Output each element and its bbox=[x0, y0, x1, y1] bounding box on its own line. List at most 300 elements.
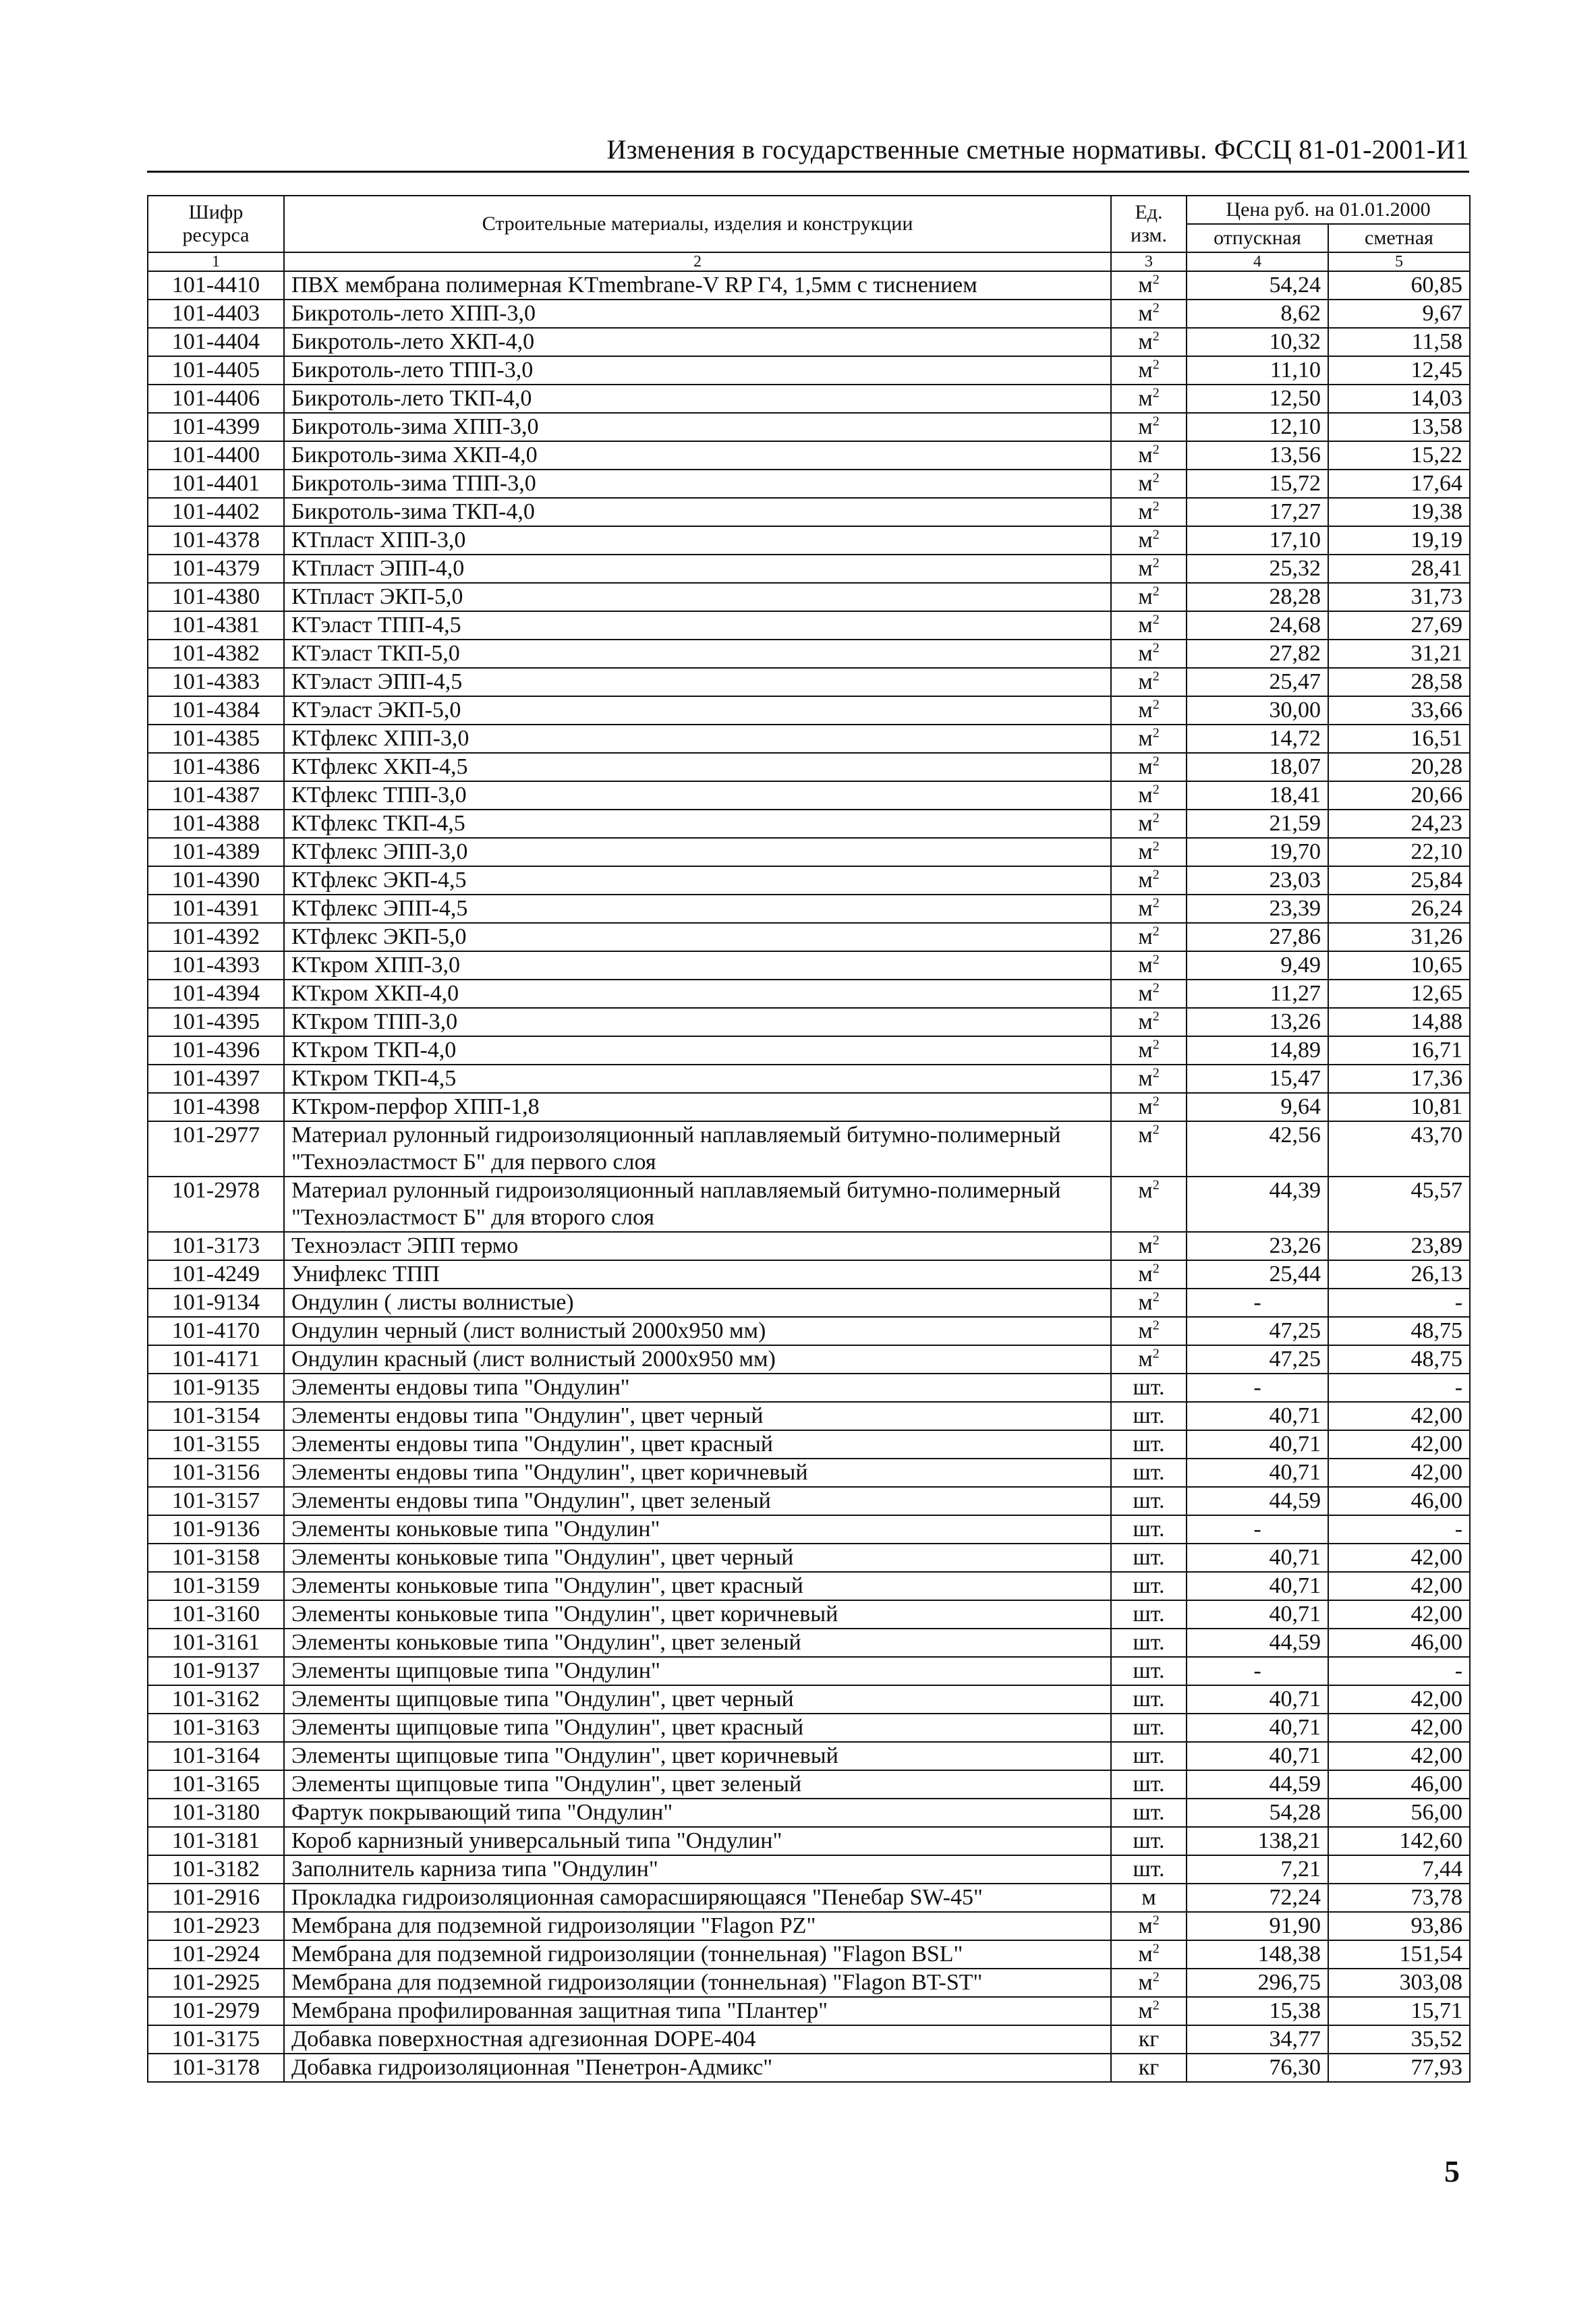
table-row bbox=[148, 1459, 1470, 1487]
release-price-cell: 47,25 bbox=[1187, 1345, 1328, 1374]
unit-cell bbox=[1111, 356, 1187, 385]
release-price-cell: 15,47 bbox=[1187, 1065, 1328, 1093]
estimate-price-cell: - bbox=[1328, 1289, 1470, 1317]
unit-exponent: 2 bbox=[1152, 1177, 1160, 1193]
unit-cell bbox=[1111, 640, 1187, 668]
table-row bbox=[148, 1487, 1470, 1515]
release-price-cell: 25,47 bbox=[1187, 668, 1328, 696]
unit-cell bbox=[1111, 2025, 1187, 2054]
unit-cell bbox=[1111, 1629, 1187, 1657]
resource-code-cell: 101-3165 bbox=[148, 1770, 284, 1799]
material-name-cell: Материал рулонный гидроизоляционный наплавляемый битумно-полимерный "Техноэластмост Б" для первого слоя bbox=[284, 1121, 1111, 1177]
resource-code-cell: 101-9134 bbox=[148, 1289, 284, 1317]
table-row bbox=[148, 526, 1470, 555]
material-name-cell: ПВХ мембрана полимерная KTmembrane-V RP Г4, 1,5мм с тиснением bbox=[284, 271, 1111, 300]
unit-text: шт. bbox=[1133, 1545, 1165, 1570]
resource-code-cell: 101-3162 bbox=[148, 1685, 284, 1714]
material-name-cell: Элементы ендовы типа "Ондулин", цвет коричневый bbox=[284, 1459, 1111, 1487]
unit-cell bbox=[1111, 980, 1187, 1008]
material-name-cell: Короб карнизный универсальный типа "Ондулин" bbox=[284, 1827, 1111, 1855]
unit-exponent: 2 bbox=[1152, 1289, 1160, 1305]
unit-exponent: 2 bbox=[1152, 442, 1160, 457]
resource-code-cell: 101-2979 bbox=[148, 1997, 284, 2025]
material-name-cell: Бикротоль-зима ТКП-4,0 bbox=[284, 498, 1111, 526]
unit-exponent: 2 bbox=[1152, 952, 1160, 967]
unit-text: м bbox=[1138, 981, 1153, 1006]
table-row bbox=[148, 1855, 1470, 1884]
table-row bbox=[148, 1260, 1470, 1289]
table-row bbox=[148, 498, 1470, 526]
table-body bbox=[148, 271, 1470, 2082]
material-name-cell: КТфлекс ЭПП-3,0 bbox=[284, 838, 1111, 866]
material-name-cell: КТкром ХКП-4,0 bbox=[284, 980, 1111, 1008]
release-price-cell: 25,44 bbox=[1187, 1260, 1328, 1289]
unit-cell bbox=[1111, 1289, 1187, 1317]
unit-text: м bbox=[1138, 414, 1153, 439]
material-name-cell: Фартук покрывающий типа "Ондулин" bbox=[284, 1799, 1111, 1827]
estimate-price-cell: 15,22 bbox=[1328, 441, 1470, 470]
unit-cell bbox=[1111, 1121, 1187, 1177]
unit-exponent: 2 bbox=[1152, 1122, 1160, 1137]
release-price-cell: 27,82 bbox=[1187, 640, 1328, 668]
unit-text: м bbox=[1138, 754, 1153, 779]
release-price-cell: 13,56 bbox=[1187, 441, 1328, 470]
unit-exponent: 2 bbox=[1152, 1065, 1160, 1081]
material-name-cell: Бикротоль-лето ХКП-4,0 bbox=[284, 328, 1111, 356]
release-price-cell: 15,72 bbox=[1187, 470, 1328, 498]
unit-exponent: 2 bbox=[1152, 555, 1160, 571]
unit-cell bbox=[1111, 923, 1187, 951]
table-row bbox=[148, 838, 1470, 866]
estimate-price-cell: 10,81 bbox=[1328, 1093, 1470, 1121]
table-row bbox=[148, 1065, 1470, 1093]
estimate-price-cell: 9,67 bbox=[1328, 300, 1470, 328]
release-price-cell: 13,26 bbox=[1187, 1008, 1328, 1036]
estimate-price-cell: 7,44 bbox=[1328, 1855, 1470, 1884]
table-row bbox=[148, 1093, 1470, 1121]
unit-exponent: 2 bbox=[1152, 584, 1160, 599]
table-row bbox=[148, 413, 1470, 441]
release-price-cell: 42,56 bbox=[1187, 1121, 1328, 1177]
unit-exponent: 2 bbox=[1152, 1233, 1160, 1248]
unit-text: шт. bbox=[1133, 1715, 1165, 1740]
unit-cell bbox=[1111, 1884, 1187, 1912]
unit-exponent: 2 bbox=[1152, 1094, 1160, 1109]
material-name-cell: Бикротоль-лето ТКП-4,0 bbox=[284, 385, 1111, 413]
unit-text: м bbox=[1138, 1942, 1153, 1967]
table-row bbox=[148, 385, 1470, 413]
unit-text: шт. bbox=[1133, 1602, 1165, 1627]
unit-cell bbox=[1111, 1742, 1187, 1770]
unit-cell bbox=[1111, 526, 1187, 555]
material-name-cell: КТфлекс ТПП-3,0 bbox=[284, 781, 1111, 810]
material-name-cell: Элементы ендовы типа "Ондулин", цвет зеленый bbox=[284, 1487, 1111, 1515]
unit-text: м bbox=[1138, 1066, 1153, 1091]
unit-text: м bbox=[1138, 1009, 1153, 1034]
material-name-cell: КТкром ТКП-4,5 bbox=[284, 1065, 1111, 1093]
unit-cell bbox=[1111, 1799, 1187, 1827]
resource-code-cell: 101-4380 bbox=[148, 583, 284, 611]
unit-exponent: 2 bbox=[1152, 782, 1160, 797]
release-price-cell: 34,77 bbox=[1187, 2025, 1328, 2054]
estimate-price-cell: 42,00 bbox=[1328, 1430, 1470, 1459]
resource-code-cell: 101-4393 bbox=[148, 951, 284, 980]
material-name-cell: Элементы щипцовые типа "Ондулин" bbox=[284, 1657, 1111, 1685]
table-row bbox=[148, 1402, 1470, 1430]
release-price-cell: 17,10 bbox=[1187, 526, 1328, 555]
resource-code-cell: 101-2924 bbox=[148, 1940, 284, 1969]
unit-exponent: 2 bbox=[1152, 1941, 1160, 1956]
table-row bbox=[148, 1317, 1470, 1345]
unit-text: шт. bbox=[1133, 1488, 1165, 1513]
estimate-price-cell: 26,13 bbox=[1328, 1260, 1470, 1289]
table-row bbox=[148, 328, 1470, 356]
resource-code-cell: 101-4394 bbox=[148, 980, 284, 1008]
resource-code-cell: 101-3157 bbox=[148, 1487, 284, 1515]
resource-code-cell: 101-2925 bbox=[148, 1969, 284, 1997]
unit-text: м bbox=[1138, 839, 1153, 864]
release-price-cell: 9,49 bbox=[1187, 951, 1328, 980]
table-row bbox=[148, 1827, 1470, 1855]
release-price-cell: 19,70 bbox=[1187, 838, 1328, 866]
resource-code-cell: 101-4383 bbox=[148, 668, 284, 696]
unit-text: м bbox=[1138, 896, 1153, 921]
unit-cell bbox=[1111, 753, 1187, 781]
release-price-cell: 148,38 bbox=[1187, 1940, 1328, 1969]
unit-cell bbox=[1111, 866, 1187, 895]
table-row bbox=[148, 1008, 1470, 1036]
unit-text: м bbox=[1138, 499, 1153, 524]
table-row bbox=[148, 1997, 1470, 2025]
table-row bbox=[148, 470, 1470, 498]
resource-code-cell: 101-4401 bbox=[148, 470, 284, 498]
unit-text: шт. bbox=[1133, 1375, 1165, 1400]
resource-code-cell: 101-3181 bbox=[148, 1827, 284, 1855]
release-price-cell: 40,71 bbox=[1187, 1685, 1328, 1714]
estimate-price-cell: 151,54 bbox=[1328, 1940, 1470, 1969]
resource-code-cell: 101-4391 bbox=[148, 895, 284, 923]
resource-code-cell: 101-9135 bbox=[148, 1374, 284, 1402]
resource-code-cell: 101-2923 bbox=[148, 1912, 284, 1940]
unit-cell bbox=[1111, 1997, 1187, 2025]
resource-code-cell: 101-4382 bbox=[148, 640, 284, 668]
column-header-code: Шифр ресурса bbox=[148, 196, 284, 252]
table-row bbox=[148, 781, 1470, 810]
unit-cell bbox=[1111, 951, 1187, 980]
unit-cell bbox=[1111, 2054, 1187, 2082]
estimate-price-cell: 46,00 bbox=[1328, 1770, 1470, 1799]
estimate-price-cell: 14,88 bbox=[1328, 1008, 1470, 1036]
release-price-cell: 47,25 bbox=[1187, 1317, 1328, 1345]
unit-text: м bbox=[1138, 924, 1153, 949]
table-row bbox=[148, 1515, 1470, 1544]
unit-exponent: 2 bbox=[1152, 640, 1160, 656]
unit-text: м bbox=[1138, 811, 1153, 836]
unit-exponent: 2 bbox=[1152, 1346, 1160, 1361]
unit-cell bbox=[1111, 385, 1187, 413]
unit-text: м bbox=[1138, 1262, 1153, 1287]
estimate-price-cell: 46,00 bbox=[1328, 1487, 1470, 1515]
release-price-cell: 40,71 bbox=[1187, 1572, 1328, 1600]
table-row bbox=[148, 980, 1470, 1008]
unit-text: м bbox=[1138, 1094, 1153, 1119]
material-name-cell: Элементы коньковые типа "Ондулин" bbox=[284, 1515, 1111, 1544]
release-price-cell: 44,59 bbox=[1187, 1487, 1328, 1515]
material-name-cell: Элементы ендовы типа "Ондулин" bbox=[284, 1374, 1111, 1402]
table-row bbox=[148, 1544, 1470, 1572]
unit-text: м bbox=[1138, 641, 1153, 666]
material-name-cell: КТпласт ХПП-3,0 bbox=[284, 526, 1111, 555]
estimate-price-cell: 20,28 bbox=[1328, 753, 1470, 781]
material-name-cell: КТпласт ЭКП-5,0 bbox=[284, 583, 1111, 611]
unit-text: шт. bbox=[1133, 1517, 1165, 1542]
unit-text: шт. bbox=[1133, 1828, 1165, 1853]
release-price-cell: 23,39 bbox=[1187, 895, 1328, 923]
resource-code-cell: 101-4171 bbox=[148, 1345, 284, 1374]
resource-code-cell: 101-4384 bbox=[148, 696, 284, 725]
unit-cell bbox=[1111, 1260, 1187, 1289]
resource-code-cell: 101-4387 bbox=[148, 781, 284, 810]
material-name-cell: Мембрана профилированная защитная типа "Плантер" bbox=[284, 1997, 1111, 2025]
unit-cell bbox=[1111, 895, 1187, 923]
estimate-price-cell: 15,71 bbox=[1328, 1997, 1470, 2025]
header-rule bbox=[147, 171, 1469, 173]
release-price-cell: 296,75 bbox=[1187, 1969, 1328, 1997]
table-row bbox=[148, 810, 1470, 838]
resource-code-cell: 101-4386 bbox=[148, 753, 284, 781]
unit-text: м bbox=[1138, 358, 1153, 383]
resource-code-cell: 101-4392 bbox=[148, 923, 284, 951]
unit-cell bbox=[1111, 1430, 1187, 1459]
material-name-cell: КТфлекс ЭКП-5,0 bbox=[284, 923, 1111, 951]
unit-text: м bbox=[1138, 1233, 1153, 1258]
resource-code-cell: 101-4404 bbox=[148, 328, 284, 356]
estimate-price-cell: - bbox=[1328, 1515, 1470, 1544]
estimate-price-cell: 42,00 bbox=[1328, 1459, 1470, 1487]
material-name-cell: КТкром ТКП-4,0 bbox=[284, 1036, 1111, 1065]
unit-text: кг bbox=[1138, 2027, 1160, 2052]
estimate-price-cell: 93,86 bbox=[1328, 1912, 1470, 1940]
resource-code-cell: 101-4395 bbox=[148, 1008, 284, 1036]
material-name-cell: КТэласт ЭПП-4,5 bbox=[284, 668, 1111, 696]
unit-text: м bbox=[1138, 329, 1153, 354]
table-row bbox=[148, 895, 1470, 923]
unit-exponent: 2 bbox=[1152, 980, 1160, 996]
unit-cell bbox=[1111, 1940, 1187, 1969]
release-price-cell: 9,64 bbox=[1187, 1093, 1328, 1121]
estimate-price-cell: 42,00 bbox=[1328, 1402, 1470, 1430]
release-price-cell: - bbox=[1187, 1657, 1328, 1685]
estimate-price-cell: 31,21 bbox=[1328, 640, 1470, 668]
release-price-cell: 15,38 bbox=[1187, 1997, 1328, 2025]
release-price-cell: 23,26 bbox=[1187, 1232, 1328, 1260]
estimate-price-cell: 10,65 bbox=[1328, 951, 1470, 980]
price-table bbox=[147, 195, 1471, 2083]
unit-cell bbox=[1111, 838, 1187, 866]
estimate-price-cell: 43,70 bbox=[1328, 1121, 1470, 1177]
estimate-price-cell: 16,51 bbox=[1328, 725, 1470, 753]
material-name-cell: Элементы коньковые типа "Ондулин", цвет зеленый bbox=[284, 1629, 1111, 1657]
column-header-unit: Ед. изм. bbox=[1111, 196, 1187, 252]
estimate-price-cell: 45,57 bbox=[1328, 1177, 1470, 1232]
unit-cell bbox=[1111, 470, 1187, 498]
table-row bbox=[148, 271, 1470, 300]
unit-text: шт. bbox=[1133, 1432, 1165, 1457]
estimate-price-cell: 42,00 bbox=[1328, 1685, 1470, 1714]
estimate-price-cell: 33,66 bbox=[1328, 696, 1470, 725]
table-row bbox=[148, 1742, 1470, 1770]
material-name-cell: Добавка поверхностная адгезионная DOPE-404 bbox=[284, 2025, 1111, 2054]
release-price-cell: 44,59 bbox=[1187, 1629, 1328, 1657]
material-name-cell: Элементы ендовы типа "Ондулин", цвет красный bbox=[284, 1430, 1111, 1459]
unit-text: м bbox=[1138, 386, 1153, 411]
unit-exponent: 2 bbox=[1152, 669, 1160, 684]
unit-exponent: 2 bbox=[1152, 1913, 1160, 1928]
material-name-cell: Бикротоль-зима ХПП-3,0 bbox=[284, 413, 1111, 441]
unit-cell bbox=[1111, 1374, 1187, 1402]
unit-exponent: 2 bbox=[1152, 272, 1160, 287]
unit-exponent: 2 bbox=[1152, 1969, 1160, 1985]
unit-exponent: 2 bbox=[1152, 329, 1160, 344]
estimate-price-cell: 60,85 bbox=[1328, 271, 1470, 300]
unit-text: м bbox=[1138, 1123, 1153, 1148]
estimate-price-cell: 42,00 bbox=[1328, 1600, 1470, 1629]
material-name-cell: Материал рулонный гидроизоляционный наплавляемый битумно-полимерный "Техноэластмост Б" для второго слоя bbox=[284, 1177, 1111, 1232]
estimate-price-cell: 27,69 bbox=[1328, 611, 1470, 640]
material-name-cell: Мембрана для подземной гидроизоляции (тоннельная) "Flagon BT-ST" bbox=[284, 1969, 1111, 1997]
unit-cell bbox=[1111, 1827, 1187, 1855]
resource-code-cell: 101-4398 bbox=[148, 1093, 284, 1121]
unit-text: шт. bbox=[1133, 1743, 1165, 1768]
material-name-cell: Элементы коньковые типа "Ондулин", цвет коричневый bbox=[284, 1600, 1111, 1629]
resource-code-cell: 101-3173 bbox=[148, 1232, 284, 1260]
release-price-cell: 72,24 bbox=[1187, 1884, 1328, 1912]
estimate-price-cell: 142,60 bbox=[1328, 1827, 1470, 1855]
material-name-cell: Элементы коньковые типа "Ондулин", цвет красный bbox=[284, 1572, 1111, 1600]
estimate-price-cell: 42,00 bbox=[1328, 1714, 1470, 1742]
estimate-price-cell: 19,38 bbox=[1328, 498, 1470, 526]
unit-exponent: 2 bbox=[1152, 810, 1160, 826]
unit-cell bbox=[1111, 1402, 1187, 1430]
estimate-price-cell: 11,58 bbox=[1328, 328, 1470, 356]
table-row bbox=[148, 668, 1470, 696]
release-price-cell: - bbox=[1187, 1515, 1328, 1544]
material-name-cell: Элементы щипцовые типа "Ондулин", цвет черный bbox=[284, 1685, 1111, 1714]
material-name-cell: КТфлекс ЭКП-4,5 bbox=[284, 866, 1111, 895]
unit-text: м bbox=[1138, 528, 1153, 553]
table-row bbox=[148, 1600, 1470, 1629]
unit-text: шт. bbox=[1133, 1403, 1165, 1428]
estimate-price-cell: 12,45 bbox=[1328, 356, 1470, 385]
table-row bbox=[148, 1345, 1470, 1374]
estimate-price-cell: 35,52 bbox=[1328, 2025, 1470, 2054]
release-price-cell: 76,30 bbox=[1187, 2054, 1328, 2082]
resource-code-cell: 101-2978 bbox=[148, 1177, 284, 1232]
resource-code-cell: 101-4406 bbox=[148, 385, 284, 413]
material-name-cell: Мембрана для подземной гидроизоляции "Flagon PZ" bbox=[284, 1912, 1111, 1940]
estimate-price-cell: 14,03 bbox=[1328, 385, 1470, 413]
release-price-cell: 40,71 bbox=[1187, 1402, 1328, 1430]
unit-cell bbox=[1111, 328, 1187, 356]
unit-exponent: 2 bbox=[1152, 725, 1160, 741]
page-number: 5 bbox=[1444, 2154, 1460, 2189]
unit-exponent: 2 bbox=[1152, 754, 1160, 769]
resource-code-cell: 101-4385 bbox=[148, 725, 284, 753]
release-price-cell: - bbox=[1187, 1289, 1328, 1317]
unit-cell bbox=[1111, 668, 1187, 696]
unit-exponent: 2 bbox=[1152, 612, 1160, 627]
table-row bbox=[148, 1912, 1470, 1940]
unit-cell bbox=[1111, 1770, 1187, 1799]
table-row bbox=[148, 1940, 1470, 1969]
release-price-cell: 25,32 bbox=[1187, 555, 1328, 583]
material-name-cell: КТэласт ТКП-5,0 bbox=[284, 640, 1111, 668]
unit-text: м bbox=[1138, 726, 1153, 751]
material-name-cell: КТкром ТПП-3,0 bbox=[284, 1008, 1111, 1036]
release-price-cell: 17,27 bbox=[1187, 498, 1328, 526]
table-row bbox=[148, 725, 1470, 753]
unit-text: м bbox=[1138, 1970, 1153, 1995]
unit-text: шт. bbox=[1133, 1658, 1165, 1683]
unit-text: шт. bbox=[1133, 1687, 1165, 1712]
release-price-cell: 14,89 bbox=[1187, 1036, 1328, 1065]
resource-code-cell: 101-4390 bbox=[148, 866, 284, 895]
material-name-cell: Бикротоль-лето ХПП-3,0 bbox=[284, 300, 1111, 328]
estimate-price-cell: 28,41 bbox=[1328, 555, 1470, 583]
table-row bbox=[148, 1714, 1470, 1742]
unit-exponent: 2 bbox=[1152, 470, 1160, 486]
resource-code-cell: 101-3163 bbox=[148, 1714, 284, 1742]
table-row bbox=[148, 753, 1470, 781]
material-name-cell: Элементы щипцовые типа "Ондулин", цвет зеленый bbox=[284, 1770, 1111, 1799]
release-price-cell: 7,21 bbox=[1187, 1855, 1328, 1884]
resource-code-cell: 101-3182 bbox=[148, 1855, 284, 1884]
unit-exponent: 2 bbox=[1152, 697, 1160, 712]
unit-text: м bbox=[1141, 1885, 1156, 1910]
table-row bbox=[148, 611, 1470, 640]
material-name-cell: КТфлекс ЭПП-4,5 bbox=[284, 895, 1111, 923]
material-name-cell: Прокладка гидроизоляционная саморасширяющаяся "Пенебар SW-45" bbox=[284, 1884, 1111, 1912]
unit-text: м bbox=[1138, 301, 1153, 326]
material-name-cell: КТкром ХПП-3,0 bbox=[284, 951, 1111, 980]
resource-code-cell: 101-4396 bbox=[148, 1036, 284, 1065]
unit-exponent: 2 bbox=[1152, 1009, 1160, 1024]
unit-text: м bbox=[1138, 1347, 1153, 1372]
unit-text: м bbox=[1138, 471, 1153, 496]
unit-cell bbox=[1111, 1177, 1187, 1232]
unit-cell bbox=[1111, 1008, 1187, 1036]
release-price-cell: 23,03 bbox=[1187, 866, 1328, 895]
resource-code-cell: 101-3154 bbox=[148, 1402, 284, 1430]
unit-text: м bbox=[1138, 613, 1153, 638]
unit-exponent: 2 bbox=[1152, 1998, 1160, 2013]
unit-cell bbox=[1111, 413, 1187, 441]
unit-text: м bbox=[1138, 669, 1153, 694]
estimate-price-cell: 56,00 bbox=[1328, 1799, 1470, 1827]
release-price-cell: 91,90 bbox=[1187, 1912, 1328, 1940]
column-number: 2 bbox=[284, 252, 1111, 271]
estimate-price-cell: 17,64 bbox=[1328, 470, 1470, 498]
release-price-cell: 40,71 bbox=[1187, 1600, 1328, 1629]
unit-cell bbox=[1111, 1600, 1187, 1629]
table-row bbox=[148, 1629, 1470, 1657]
estimate-price-cell: 31,26 bbox=[1328, 923, 1470, 951]
estimate-price-cell: 31,73 bbox=[1328, 583, 1470, 611]
material-name-cell: Ондулин красный (лист волнистый 2000х950 мм) bbox=[284, 1345, 1111, 1374]
table-row bbox=[148, 300, 1470, 328]
material-name-cell: КТкром-перфор ХПП-1,8 bbox=[284, 1093, 1111, 1121]
material-name-cell: Бикротоль-зима ТПП-3,0 bbox=[284, 470, 1111, 498]
